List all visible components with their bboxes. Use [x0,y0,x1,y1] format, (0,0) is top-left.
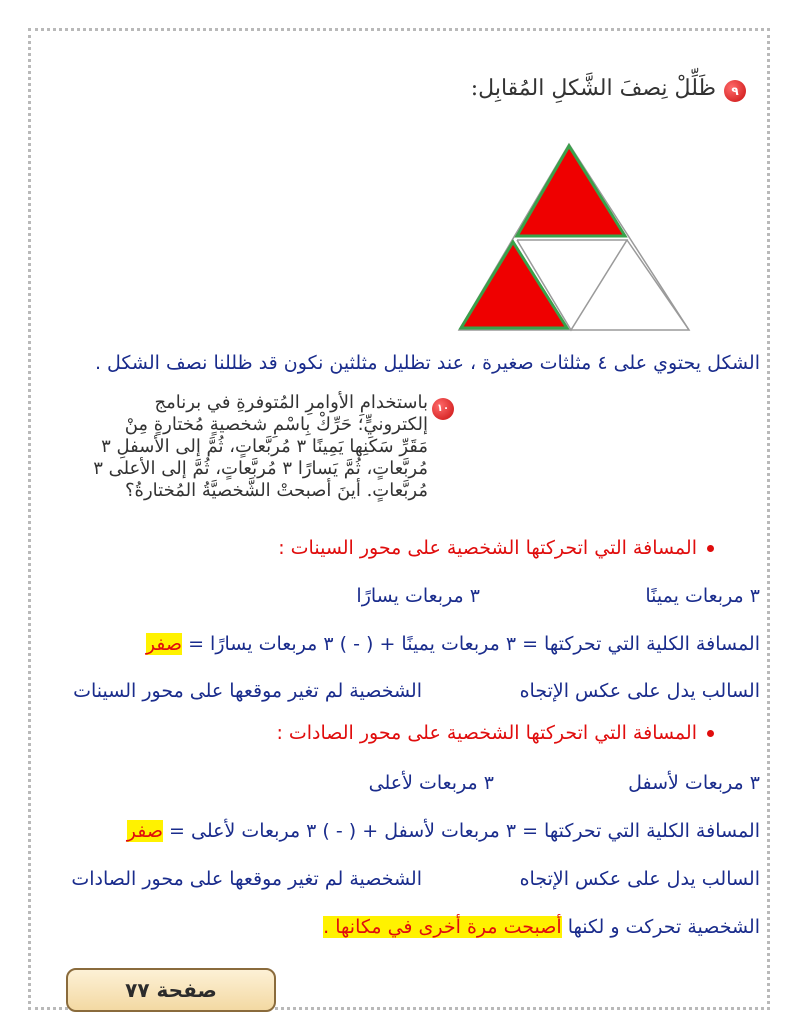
y-axis-heading-text: المسافة التي اتحركتها الشخصية على محور الصادات : [276,722,697,744]
bullet-icon [707,730,714,737]
y-note-negative: السالب يدل على عكس الإتجاه [519,868,760,890]
x-note-negative: السالب يدل على عكس الإتجاه [519,680,760,702]
shaded-top-triangle [517,146,625,236]
x-total-text: المسافة الكلية التي تحركتها = ٣ مربعات يمينًا + ( - ) ٣ مربعات يسارًا = [188,633,760,655]
y-total-text: المسافة الكلية التي تحركتها = ٣ مربعات لأسفل + ( - ) ٣ مربعات لأعلى = [169,820,760,842]
question-9-number: ٩ [724,80,746,102]
y-move-down: ٣ مربعات لأسفل [628,772,760,794]
page-number-label: صفحة ٧٧ [66,968,276,1012]
question-10-line: مُربَّعاتٍ، ثُمَّ يَسارًا ٣ مُربَّعاتٍ، ثُمَّ إلى الأعلى ٣ [93,458,428,479]
triangle-figure [455,140,695,335]
y-axis-heading [276,722,714,744]
question-10-line: باستخدامِ الأوامرِ المُتوفرةِ في برنامج [154,392,428,413]
question-10-line: إلكترونيٍّ؛ حَرِّكْ بِاسْمِ شخصيةٍ مُختارةٍ مِنْ [124,414,428,435]
x-total [146,633,760,655]
conclusion-text: الشخصية تحركت و لكنها [567,916,760,938]
answer-9: الشكل يحتوي على ٤ مثلثات صغيرة ، عند تظليل مثلثين نكون قد ظللنا نصف الشكل . [94,352,760,374]
bullet-icon [707,545,714,552]
y-note-position: الشخصية لم تغير موقعها على محور الصادات [71,868,422,890]
question-10-line: مُربَّعاتٍ. أينَ أصبحتْ الشَّخصيَّةُ المُختارةُ؟ [125,480,428,501]
x-move-right: ٣ مربعات يمينًا [645,585,760,607]
y-result: صفر [126,820,163,842]
x-move-left: ٣ مربعات يسارًا [356,585,480,607]
y-move-up: ٣ مربعات لأعلى [368,772,494,794]
x-axis-heading-text: المسافة التي اتحركتها الشخصية على محور السينات : [278,537,697,559]
conclusion [323,916,760,938]
x-note-position: الشخصية لم تغير موقعها على محور السينات [73,680,422,702]
question-9-text: ظَلِّلْ نِصفَ الشَّكلِ المُقابِل: [470,76,716,101]
y-total [127,820,760,842]
question-10-line: مَقَرِّ سَكَنِها يَمِينًا ٣ مُربَّعاتٍ، ثُمَّ إلى الأسفلِ ٣ [101,436,428,457]
conclusion-highlight: أصبحت مرة أخرى في مكانها . [323,916,562,938]
question-10-text [93,392,428,502]
unshaded-right-triangle [627,240,689,330]
x-axis-heading [278,537,714,559]
question-10-number: ١٠ [432,398,454,420]
shaded-left-triangle [461,242,567,328]
x-result: صفر [145,633,183,655]
